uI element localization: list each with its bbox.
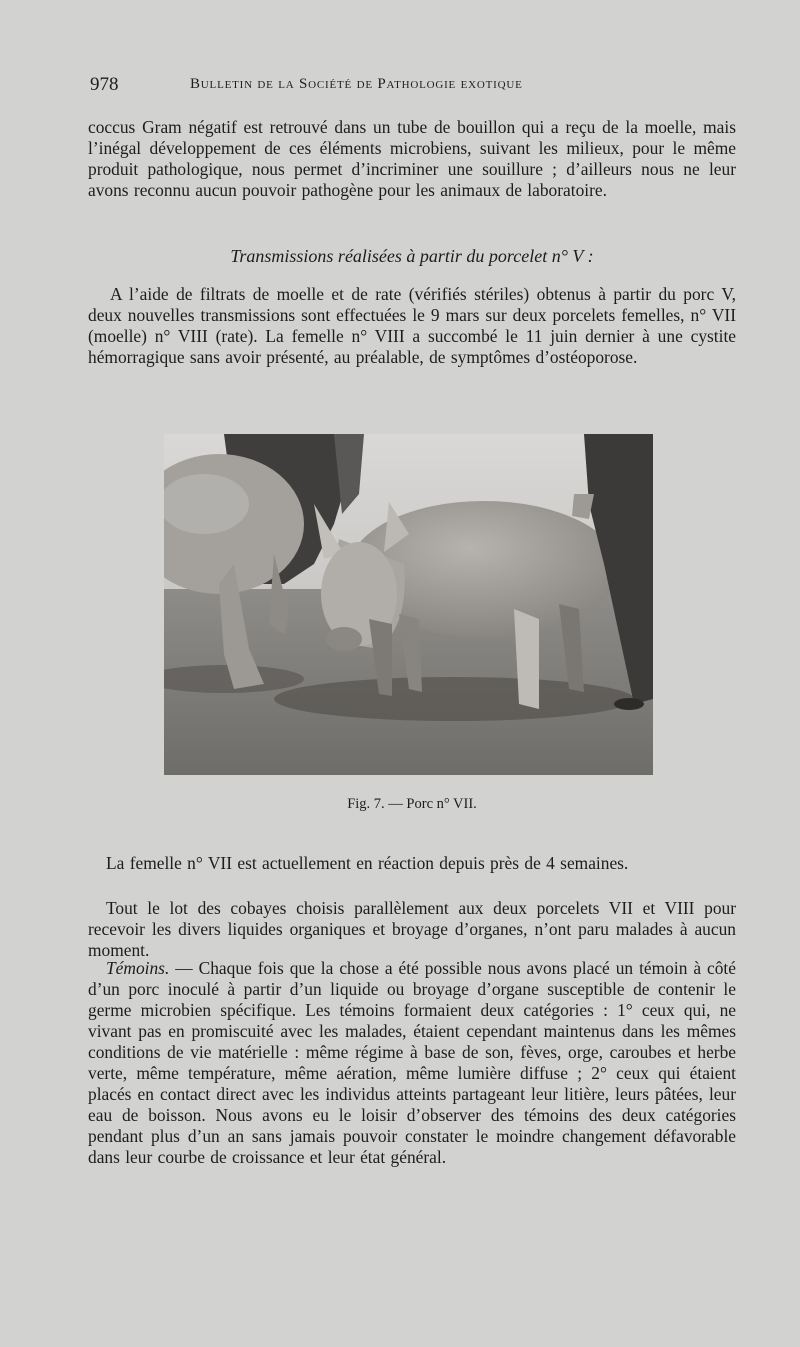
section-subheading: Transmissions réalisées à partir du porcelet n° V : bbox=[230, 246, 594, 266]
controls-text: — Chaque fois que la chose a été possible nous avons placé un témoin à côté d’un porc inoculé à partir d’un liquide ou broyage d’organe susceptible de contenir le germe microbien spécifique. Les témoins formaient deux catégories : 1° ceux qui, ne vivant pas en promiscuité avec les malades, étaient cependant maintenus dans les mêmes conditions de vie matérielle : même régime à base de son, fèves, orge, caroubes et herbe verte, même température, même aération, même lumière diffuse ; 2° ceux qui étaient placés en contact direct avec les individus atteints partageant leur litière, leurs pâtées, leur eau de boisson. Nous avons eu le loisir d’observer des témoins des deux catégories pendant plus d’un an sans jamais pouvoir constater le moindre changement défavorable dans leur courbe de croissance et leur état général. bbox=[88, 958, 736, 1167]
figure-caption: Fig. 7. — Porc n° VII. bbox=[347, 796, 477, 812]
paragraph-transmissions: A l’aide de filtrats de moelle et de rate (vérifiés stériles) obtenus à partir du porc V, deux nouvelles transmissions sont effectuées le 9 mars sur deux porcelets femelles, n° VII (moelle) n° VIII (rate). La femelle n° VIII a succombé le 11 juin dernier à une cystite hémorragique sans avoir présenté, au préalable, de symptômes d’ostéoporose. bbox=[88, 284, 736, 367]
pig-photograph bbox=[164, 434, 653, 775]
paragraph-controls bbox=[88, 958, 736, 1168]
pig-photo-illustration bbox=[164, 434, 653, 775]
controls-lead: Témoins. bbox=[106, 958, 170, 978]
pig-snout bbox=[326, 627, 362, 651]
paragraph-gram-negative: coccus Gram négatif est retrouvé dans un tube de bouillon qui a reçu de la moelle, mais l’inégal développement de ces éléments microbiens, suivant les milieux, pour le même produit pathologique, nous permet d’incriminer une souillure ; d’ailleurs nous ne leur avons reconnu aucun pouvoir pathogène pour les animaux de laboratoire. bbox=[88, 117, 736, 200]
page-header bbox=[90, 74, 738, 104]
page-number: 978 bbox=[90, 74, 119, 95]
paragraph-guinea-pigs: Tout le lot des cobayes choisis parallèlement aux deux porcelets VII et VIII pour recevoir les divers liquides organiques et broyage d’organes, n’ont paru malades à aucun moment. bbox=[88, 898, 736, 960]
paragraph-female-vii: La femelle n° VII est actuellement en réaction depuis près de 4 semaines. bbox=[106, 853, 629, 873]
running-title: Bulletin de la Société de Pathologie exotique bbox=[190, 76, 523, 92]
